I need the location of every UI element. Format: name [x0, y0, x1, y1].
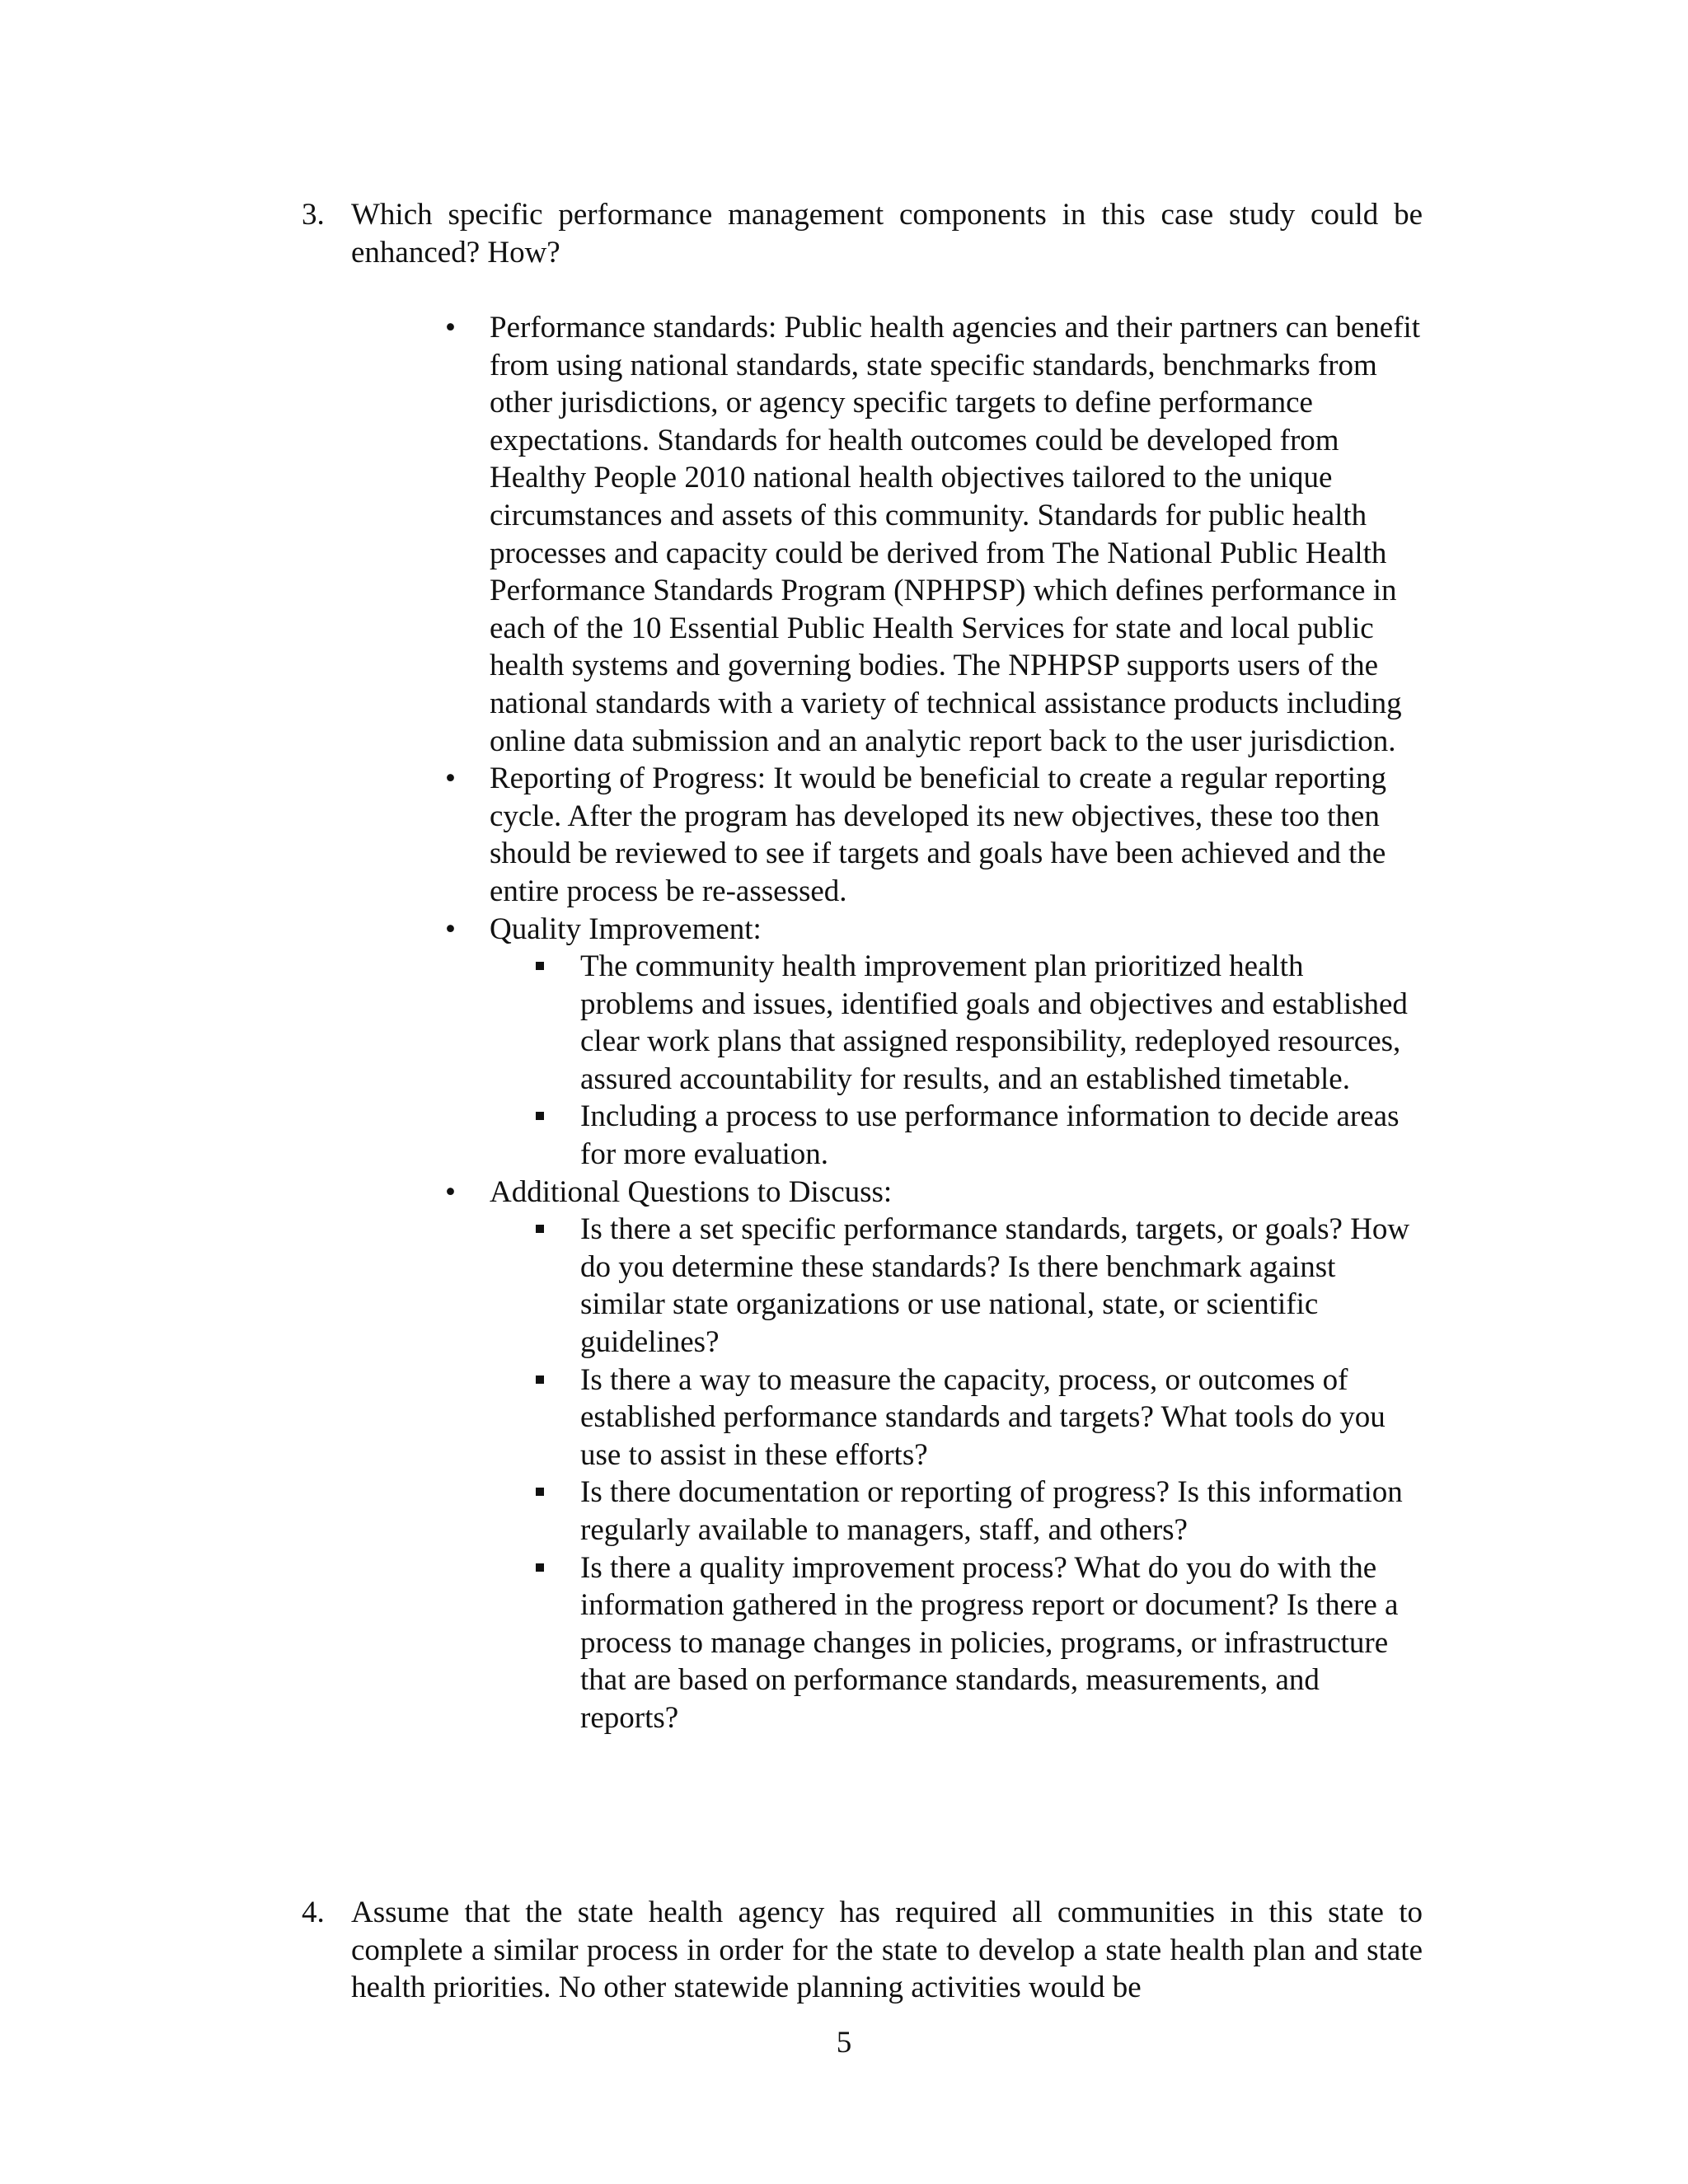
bullet-additional-questions — [440, 1174, 1423, 1737]
bullet-icon: • — [445, 311, 456, 344]
answer-bullet-list — [440, 309, 1423, 1737]
page-number: 5 — [836, 2026, 852, 2060]
bullet-icon: • — [445, 912, 456, 946]
square-bullet-icon — [536, 962, 544, 970]
bullet-text: Additional Questions to Discuss: — [490, 1174, 893, 1209]
sub-bullet — [580, 1474, 1423, 1549]
bullet-reporting-of-progress — [440, 760, 1423, 910]
sub-bullet-text: Is there documentation or reporting of progress? Is this information regularly available to managers, staff, and others? — [580, 1475, 1403, 1547]
sub-bullet-text: Is there a way to measure the capacity, process, or outcomes of established performance standards and targets? What tools do you use to assist in these efforts? — [580, 1362, 1386, 1472]
square-bullet-icon — [536, 1563, 544, 1572]
sub-bullet-list — [490, 948, 1423, 1174]
bullet-icon: • — [445, 1174, 456, 1209]
bullet-performance-standards — [440, 309, 1423, 760]
square-bullet-icon — [536, 1488, 544, 1496]
bullet-text: Quality Improvement: — [490, 912, 762, 946]
sub-bullet — [580, 1361, 1423, 1474]
bullet-text: Performance standards: Public health agencies and their partners can benefit from using national standards, state specific standards, benchmarks from other jurisdictions, or agency specific targets to define performance expectations. Standards for health outcomes could be developed from Healthy People 2010 national health objectives tailored to the unique circumstances and assets of this community. Standards for public health processes and capacity could be derived from The National Public Health Performance Standards Program (NPHPSP) which defines performance in each of the 10 Essential Public Health Services for state and local public health systems and governing bodies. The NPHPSP supports users of the national standards with a variety of technical assistance products including online data submission and an analytic report back to the user jurisdiction. — [490, 311, 1421, 758]
question-text: Which specific performance management components in this case study could be enhanced? How? — [351, 198, 1423, 269]
question-text: Assume that the state health agency has required all communities in this state to complete a similar process in order for the state to develop a state health plan and state health priorities. No other statewide planning activities would be — [351, 1896, 1423, 2005]
question-4 — [302, 1894, 1423, 2007]
sub-bullet-text: Is there a set specific performance standards, targets, or goals? How do you determine these standards? Is there benchmark against similar state organizations or use national, state, or scientific guidelines? — [580, 1212, 1410, 1360]
question-3 — [302, 196, 1423, 271]
sub-bullet — [580, 1098, 1423, 1173]
sub-bullet — [580, 948, 1423, 1098]
question-number: 4. — [302, 1896, 325, 1929]
bullet-icon: • — [445, 762, 456, 796]
square-bullet-icon — [536, 1225, 544, 1233]
question-number: 3. — [302, 198, 325, 232]
bullet-quality-improvement — [440, 911, 1423, 1174]
square-bullet-icon — [536, 1376, 544, 1384]
sub-bullet — [580, 1211, 1423, 1361]
sub-bullet-text: Is there a quality improvement process? What do you do with the information gathered in the progress report or document? Is there a process to manage changes in policies, programs, or infrastructure that are based on performance standards, measurements, and reports? — [580, 1550, 1399, 1735]
sub-bullet-text: Including a process to use performance information to decide areas for more evaluation. — [580, 1099, 1400, 1172]
sub-bullet — [580, 1549, 1423, 1737]
sub-bullet-list — [490, 1211, 1423, 1736]
square-bullet-icon — [536, 1112, 544, 1120]
sub-bullet-text: The community health improvement plan prioritized health problems and issues, identified goals and objectives and established clear work plans that assigned responsibility, redeployed resources, assured accountability for results, and an established timetable. — [580, 949, 1408, 1096]
bullet-text: Reporting of Progress: It would be beneficial to create a regular reporting cycle. After the program has developed its new objectives, these too then should be reviewed to see if targets and goals have been achieved and the entire process be re-assessed. — [490, 762, 1387, 908]
